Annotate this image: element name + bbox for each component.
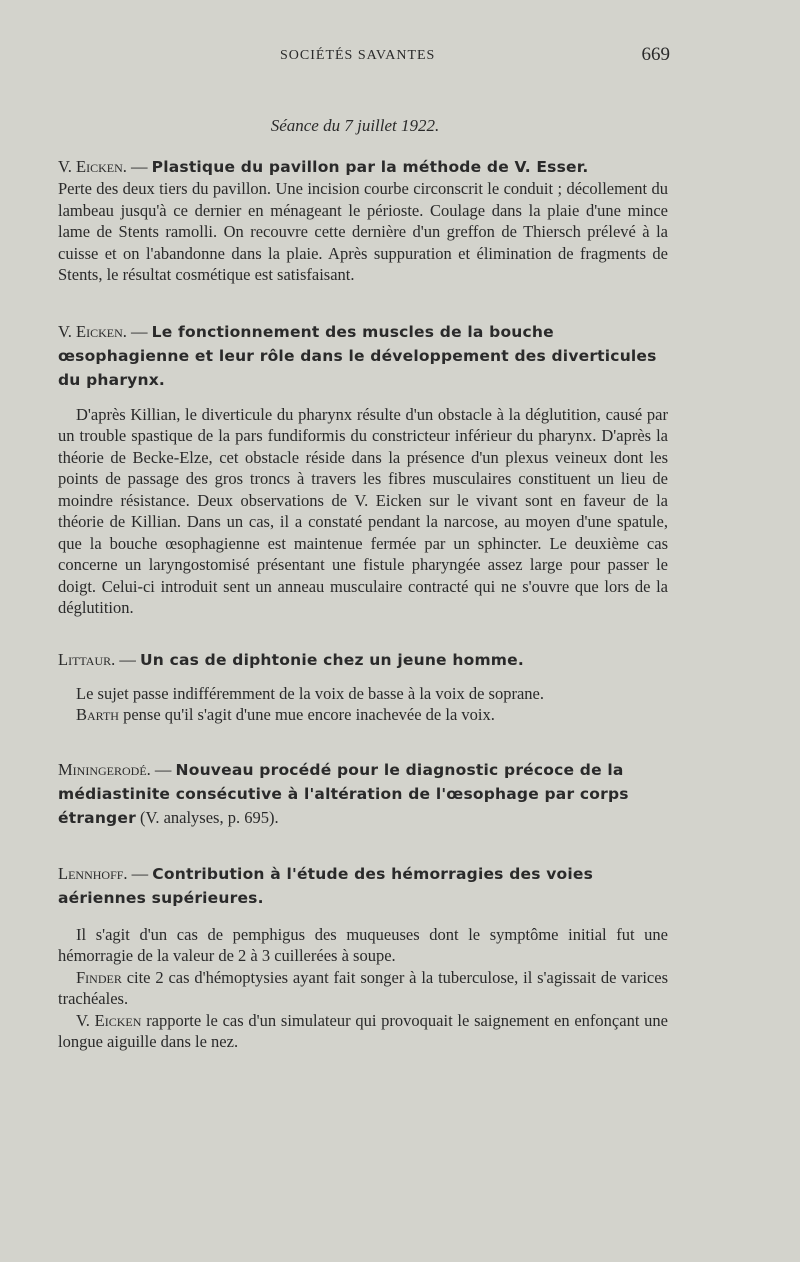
comment-author: V. Eicken	[76, 1010, 142, 1030]
article-body	[58, 156, 668, 1083]
page-number: 669	[641, 44, 670, 65]
comment-text: rapporte le cas d'un simulateur qui provoquait le saignement en enfonçant une longue aiguille dans le nez.	[58, 1010, 668, 1051]
entry-dash: —	[150, 759, 176, 779]
entry-paragraph: Le sujet passe indifféremment de la voix de basse à la voix de soprane.	[76, 683, 544, 703]
entry-heading	[58, 320, 668, 392]
entry-title: Contribution à l'étude des hémorragies des voies aériennes supérieures.	[58, 864, 594, 907]
page-header	[60, 44, 670, 74]
entry	[58, 320, 668, 619]
entry-dash: —	[126, 157, 152, 176]
running-head: SOCIÉTÉS SAVANTES	[280, 48, 436, 63]
entry-title: Plastique du pavillon par la méthode de V. Esser.	[151, 158, 589, 176]
entry-heading	[58, 758, 668, 830]
entry-title: Nouveau procédé pour le diagnostic précoce de la médiastinite consécutive à l'altération de l'œsophage par corps étranger	[58, 760, 629, 827]
entry-comment	[58, 967, 668, 1010]
entry-author: Littaur.	[58, 649, 116, 669]
entry-paragraph: Perte des deux tiers du pavillon. Une incision courbe circonscrit le conduit ; décollement du lambeau jusqu'à ce dernier en ménageant le périoste. Coulage dans la plaie d'une mince lame de Stents ramolli. On recouvre cette dernière d'un greffon de Thiersch prélevé à la cuisse et on l'abandonne dans la plaie. Après suppuration et élimination de fragments de Stents, le résultat cosmétique est satisfaisant.	[58, 179, 668, 284]
entry-author: V. Eicken.	[58, 321, 127, 341]
entry-paragraph: Il s'agit d'un cas de pemphigus des muqueuses dont le symptôme initial fut une hémorragie de la valeur de 2 à 3 cuillerées à soupe.	[58, 924, 668, 965]
entry-comment	[58, 1010, 668, 1053]
comment-author: Barth	[76, 705, 119, 724]
entry-title: Le fonctionnement des muscles de la bouche œsophagienne et leur rôle dans le développement des diverticules du pharynx.	[58, 322, 657, 389]
entry-author: Miningerodé.	[58, 759, 151, 779]
session-date: Séance du 7 juillet 1922.	[270, 116, 440, 135]
entry	[58, 649, 668, 726]
entry-title: Un cas de diphtonie chez un jeune homme.	[140, 650, 524, 669]
entry	[58, 758, 668, 830]
comment-author: Finder	[76, 967, 122, 987]
entry-paragraph: D'après Killian, le diverticule du pharynx résulte d'un obstacle à la déglutition, causé par un trouble spastique de la pars fundiformis du constricteur inférieur du pharynx. D'après la théorie de Becke-Elze, cet obstacle réside dans la présence d'un plexus veineux dont les points de passage des gros troncs à travers les fibres musculaires constituent un lieu de moindre résistance. Deux observations de V. Eicken sur le vivant sont en faveur de la théorie de Killian. Dans un cas, il a constaté pendant la narcose, au moyen d'une spatule, que la bouche œsophagienne est maintenue fermée par un sphincter. Le deuxième cas concerne un laryngostomisé présentant une fistule pharyngée assez large pour passer le doigt. Celui-ci introduit sent un anneau musculaire contracté qui ne s'ouvre que lors de la déglutition.	[58, 404, 668, 617]
entry-comment	[58, 704, 668, 726]
entry	[58, 862, 668, 1053]
entry-dash: —	[126, 321, 152, 341]
entry	[58, 156, 668, 286]
comment-text: cite 2 cas d'hémoptysies ayant fait songer à la tuberculose, il s'agissait de varices trachéales.	[58, 967, 668, 1008]
entry-author: V. Eicken.	[58, 157, 127, 176]
entry-heading	[58, 156, 668, 178]
entry-heading	[58, 862, 668, 910]
comment-text: pense qu'il s'agit d'une mue encore inachevée de la voix.	[118, 705, 495, 724]
entry-reference: (V. analyses, p. 695).	[135, 807, 279, 827]
entry-dash: —	[127, 863, 153, 883]
entry-heading	[58, 649, 668, 671]
entry-dash: —	[115, 649, 140, 669]
entry-author: Lennhoff.	[58, 863, 128, 883]
